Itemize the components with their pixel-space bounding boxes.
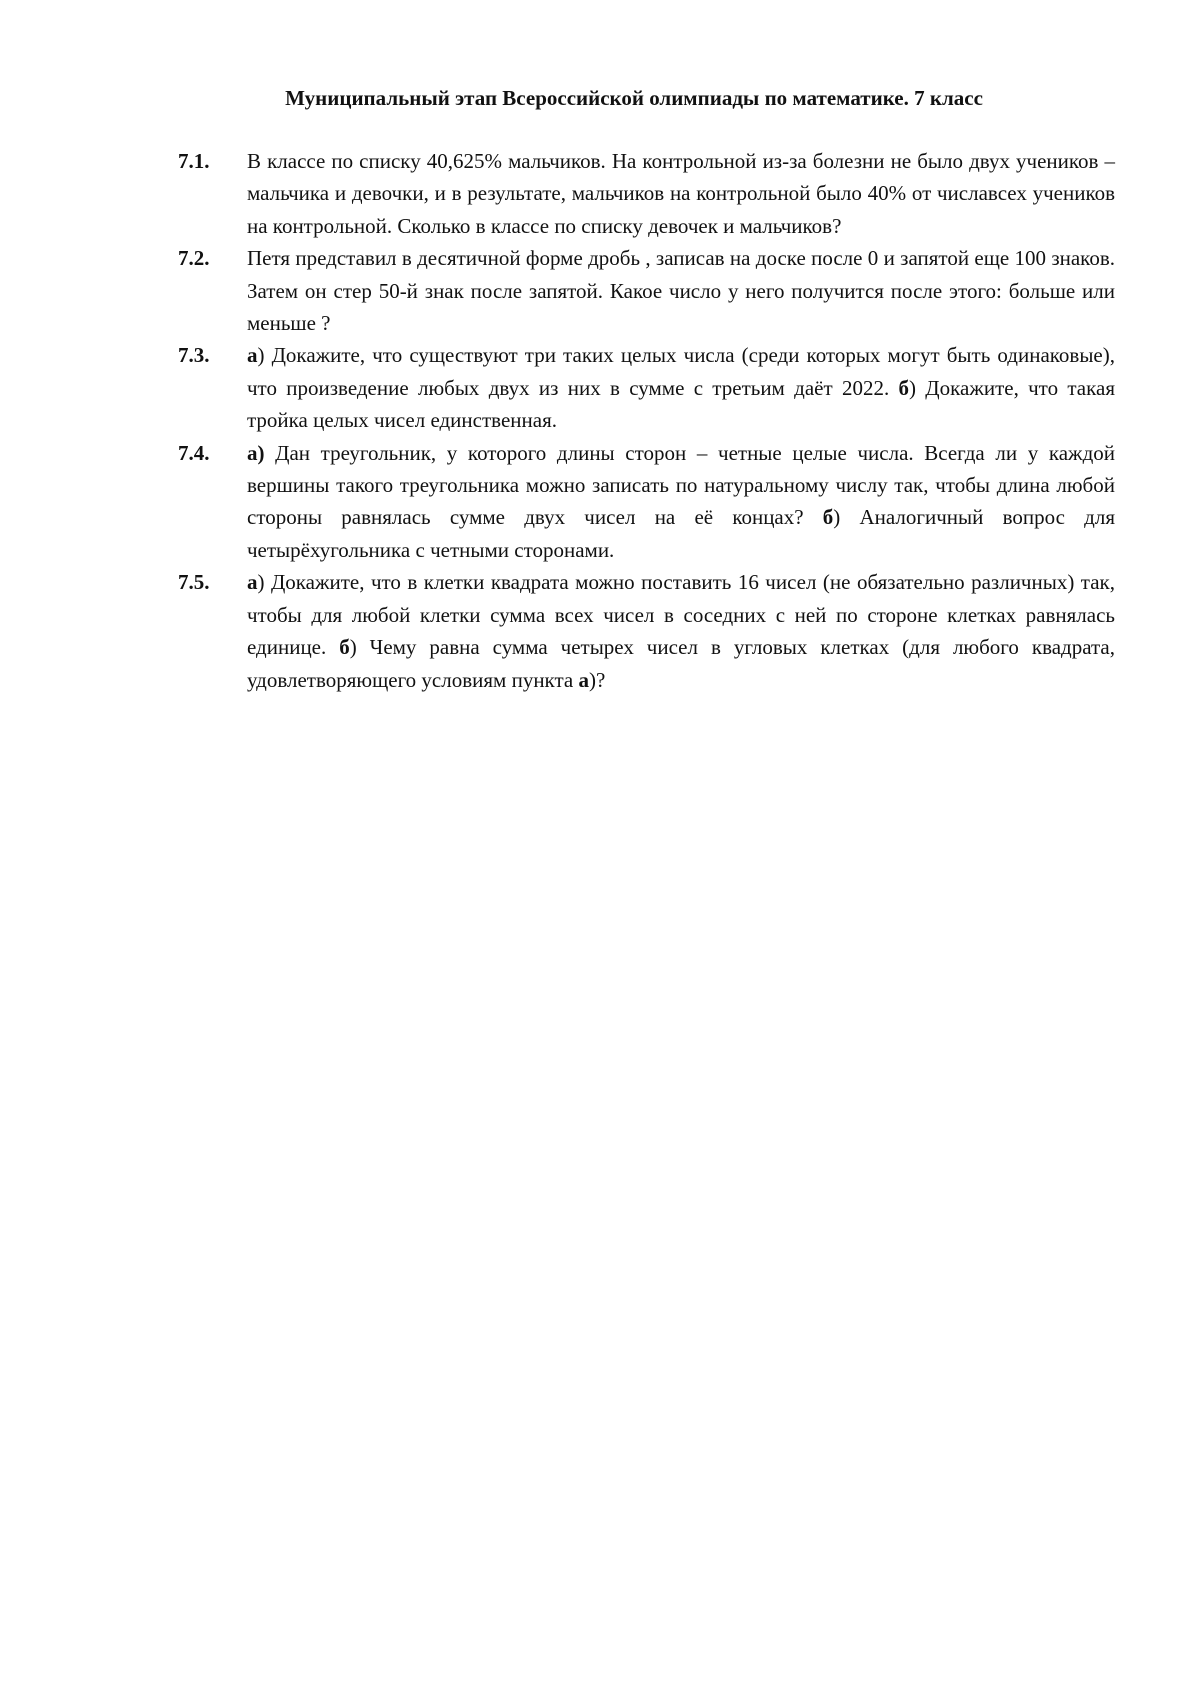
problem-text xyxy=(247,242,1115,339)
part-label-b: б xyxy=(339,635,350,660)
document-title: Муниципальный этап Всероссийской олимпиады по математике. 7 класс xyxy=(285,86,983,110)
problem-number: 7.4. xyxy=(178,440,210,465)
part-reference-a: а xyxy=(578,667,589,692)
problem-text-segment: В классе по списку 40,625% мальчиков. На контрольной из-за болезни не было двух учеников – мальчика и девочки, и в результате, мальчиков на контрольной было 40% от числавсех учеников на контрольной. Сколько в классе по списку девочек и мальчиков? xyxy=(247,149,1115,238)
problem-number: 7.1. xyxy=(178,149,210,173)
problem-text xyxy=(247,145,1115,242)
problem-text-segment: )? xyxy=(589,667,606,692)
part-label-a: а xyxy=(247,570,258,595)
part-label-a: а xyxy=(247,343,258,368)
problem-number: 7.5. xyxy=(178,570,210,595)
problem-7-2 xyxy=(178,242,1115,339)
problem-number: 7.3. xyxy=(178,343,210,368)
problem-7-4 xyxy=(178,437,1115,567)
problem-text-segment: Петя представил в десятичной форме дробь , записав на доске после 0 и запятой еще 100 знаков. Затем он стер 50-й знак после запятой. Какое число у него получится после этого: больше или меньше ? xyxy=(247,246,1115,336)
problem-text-segment: ) Чему равна сумма четырех чисел в угловых клетках (для любого квадрата, удовлетворяющего условиям пункта xyxy=(247,635,1115,692)
problem-list xyxy=(178,145,1115,696)
problem-text xyxy=(247,437,1115,567)
problem-text xyxy=(247,339,1115,436)
part-label-b: б xyxy=(898,375,909,400)
problem-7-3 xyxy=(178,339,1115,436)
problem-text-segment: ) Докажите, что существуют три таких целых числа (среди которых могут быть одинаковые), что произведение любых двух из них в сумме с третьим даёт 2022. xyxy=(247,343,1115,400)
problem-number: 7.2. xyxy=(178,246,210,271)
problem-text-segment: ) Докажите, что такая тройка целых чисел единственная. xyxy=(247,375,1115,433)
problem-7-5 xyxy=(178,566,1115,696)
problem-7-1 xyxy=(178,145,1115,242)
part-label-a: а) xyxy=(247,440,265,465)
part-label-b: б xyxy=(822,505,834,530)
problem-text xyxy=(247,566,1115,696)
problem-text-segment: Дан треугольник, у которого длины сторон – четные целые числа. Всегда ли у каждой вершины такого треугольника можно записать по натуральному числу так, чтобы длина любой стороны равнялась сумме двух чисел на её концах? xyxy=(247,440,1115,530)
problem-text-segment: ) Докажите, что в клетки квадрата можно поставить 16 чисел (не обязательно различных) так, чтобы для любой клетки сумма всех чисел в соседних с ней по стороне клетках равнялась единице. xyxy=(247,570,1115,660)
problem-text-segment: ) Аналогичный вопрос для четырёхугольника с четными сторонами. xyxy=(247,505,1115,562)
